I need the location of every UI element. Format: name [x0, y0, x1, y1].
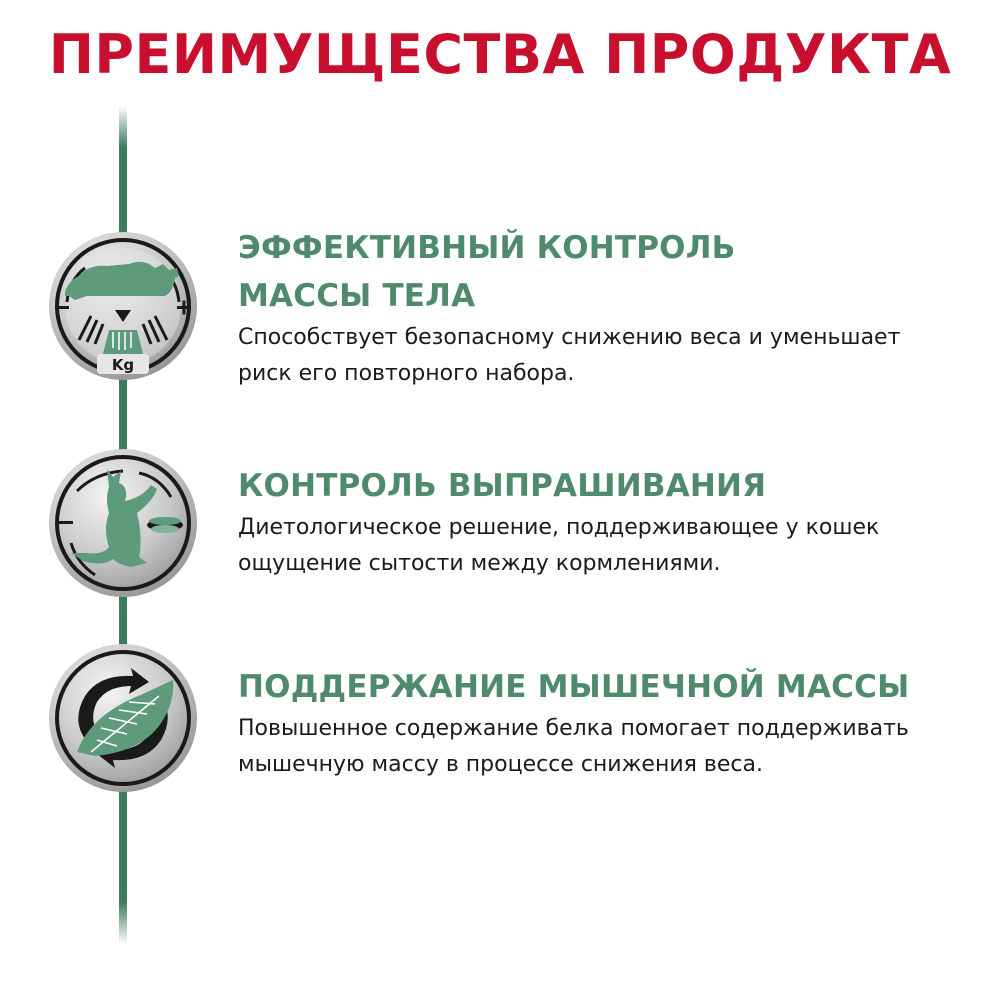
benefit-3-text-line-2: мышечную массу в процессе снижения веса.	[238, 752, 763, 777]
benefit-2-title: КОНТРОЛЬ ВЫПРАШИВАНИЯ	[238, 468, 767, 504]
kg-label: Kg	[111, 356, 135, 374]
benefit-2-text-line-2: ощущение сытости между кормлениями.	[238, 551, 721, 576]
benefit-3-title: ПОДДЕРЖАНИЕ МЫШЕЧНОЙ МАССЫ	[238, 669, 910, 705]
benefit-1-text-line-1: Способствует безопасному снижению веса и уменьшает	[238, 325, 901, 350]
page-title: ПРЕИМУЩЕСТВА ПРОДУКТА	[48, 23, 952, 86]
benefit-2-text-line-1: Диетологическое решение, поддерживающее у кошек	[238, 515, 880, 540]
muscle-icon	[47, 642, 199, 794]
benefit-1-text-line-2: риск его повторного набора.	[238, 361, 575, 386]
benefit-1-title-line-2: МАССЫ ТЕЛА	[238, 278, 476, 314]
benefit-1-title-line-1: ЭФФЕКТИВНЫЙ КОНТРОЛЬ	[238, 230, 736, 266]
begging-cat-icon	[47, 447, 199, 599]
benefit-3-text-line-1: Повышенное содержание белка помогает поддерживать	[238, 716, 909, 741]
cat-scale-icon	[47, 230, 199, 382]
